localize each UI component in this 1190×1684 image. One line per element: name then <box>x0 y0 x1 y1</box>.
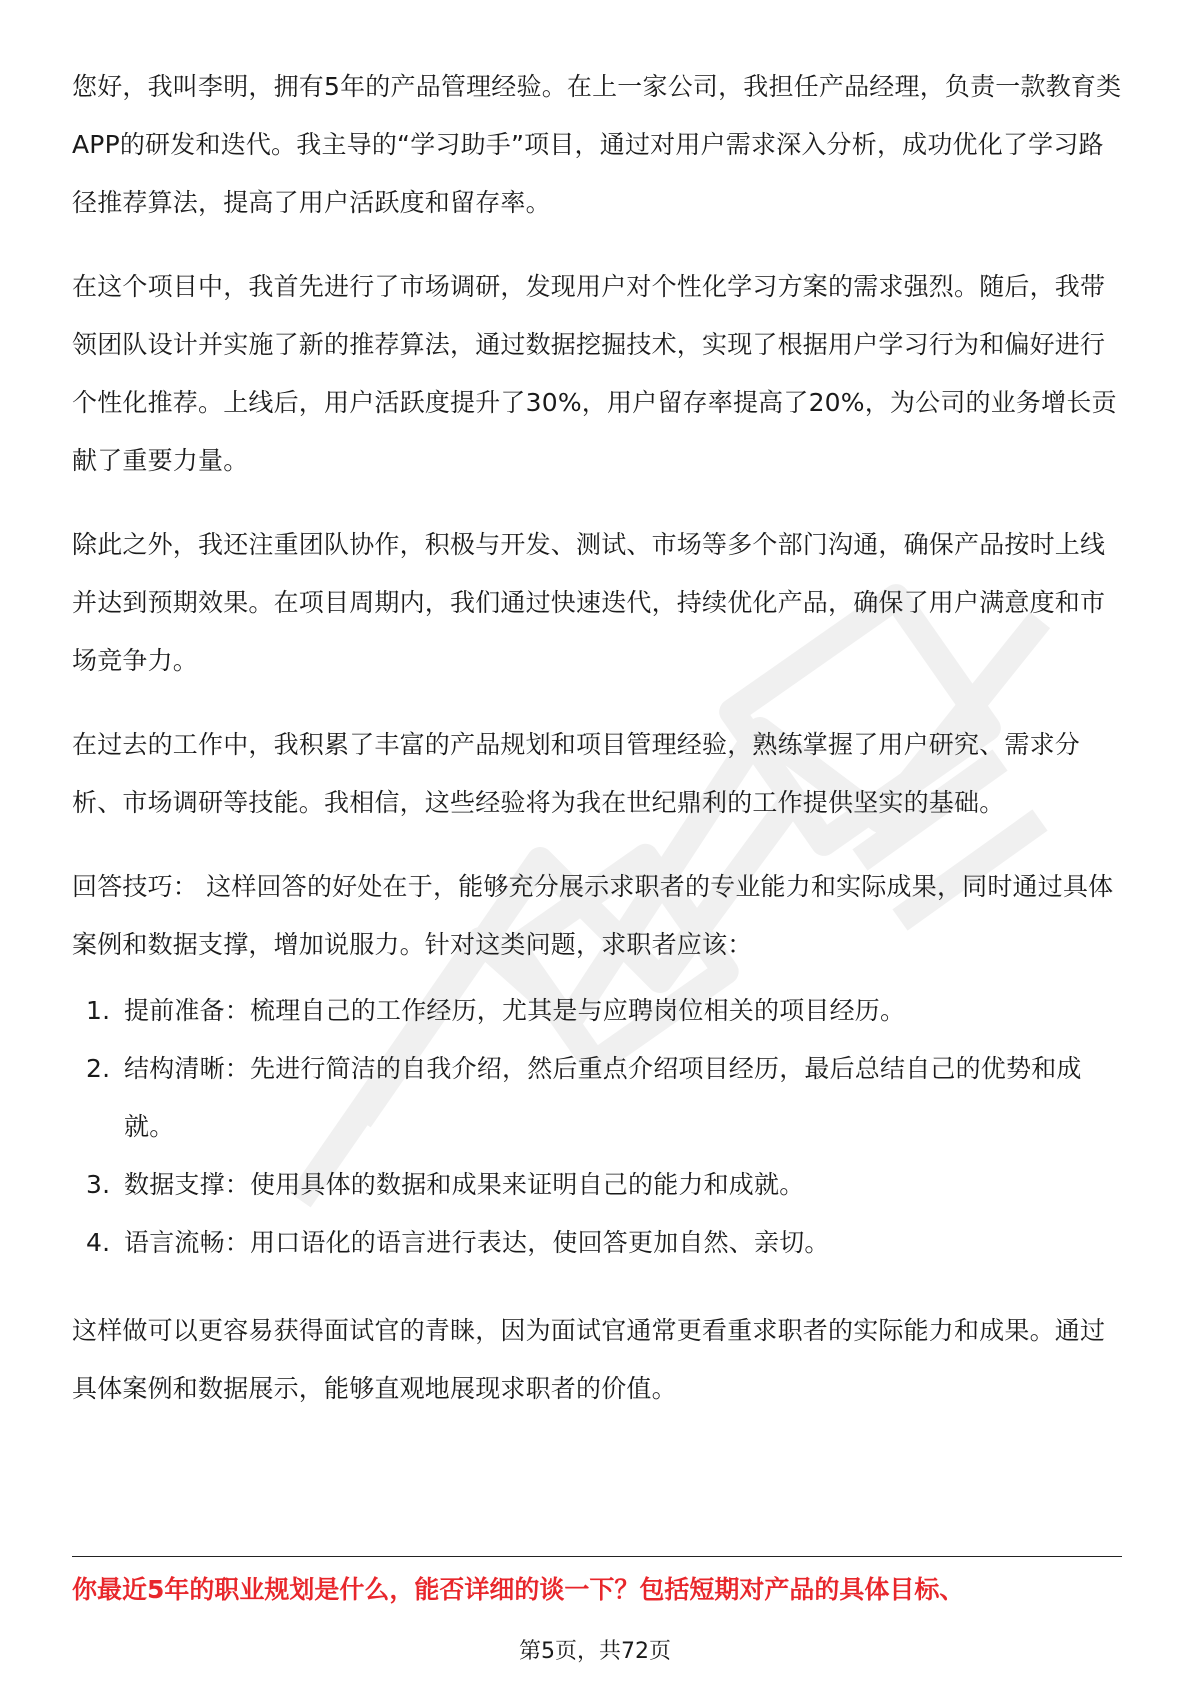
tips-list <box>72 982 1122 1272</box>
list-item <box>72 1040 1122 1156</box>
list-item <box>72 1156 1122 1214</box>
list-item-number: 2. <box>86 1054 111 1083</box>
tips-intro: 回答技巧： 这样回答的好处在于，能够充分展示求职者的专业能力和实际成果，同时通过具体案例和数据支撑，增加说服力。针对这类问题，求职者应该： <box>72 872 1114 959</box>
page-number: 第5页，共72页 <box>519 1639 671 1664</box>
list-item <box>72 1214 1122 1272</box>
section-divider <box>72 1556 1122 1557</box>
answer-paragraph-4: 在过去的工作中，我积累了丰富的产品规划和项目管理经验，熟练掌握了用户研究、需求分析、市场调研等技能。我相信，这些经验将为我在世纪鼎利的工作提供坚实的基础。 <box>72 730 1081 817</box>
answer-paragraph-2: 在这个项目中，我首先进行了市场调研，发现用户对个性化学习方案的需求强烈。随后，我带领团队设计并实施了新的推荐算法，通过数据挖掘技术，实现了根据用户学习行为和偏好进行个性化推荐。上线后，用户活跃度提升了30%，用户留存率提高了20%，为公司的业务增长贡献了重要力量。 <box>72 272 1117 475</box>
tips-closing: 这样做可以更容易获得面试官的青睐，因为面试官通常更看重求职者的实际能力和成果。通过具体案例和数据展示，能够直观地展现求职者的价值。 <box>72 1316 1106 1403</box>
list-item-text: 语言流畅：用口语化的语言进行表达，使回答更加自然、亲切。 <box>124 1228 830 1257</box>
list-item <box>72 982 1122 1040</box>
list-item-number: 4. <box>86 1228 111 1257</box>
list-item-text: 提前准备：梳理自己的工作经历，尤其是与应聘岗位相关的项目经历。 <box>124 996 906 1025</box>
list-item-text: 结构清晰：先进行简洁的自我介绍，然后重点介绍项目经历，最后总结自己的优势和成就。 <box>124 1054 1082 1141</box>
answer-paragraph-1: 您好，我叫李明，拥有5年的产品管理经验。在上一家公司，我担任产品经理，负责一款教育类APP的研发和迭代。我主导的“学习助手”项目，通过对用户需求深入分析，成功优化了学习路径推荐算法，提高了用户活跃度和留存率。 <box>72 72 1122 217</box>
next-question-heading: 你最近5年的职业规划是什么，能否详细的谈一下？包括短期对产品的具体目标、 <box>72 1575 965 1604</box>
list-item-number: 1. <box>86 996 111 1025</box>
main-content <box>72 58 1122 1444</box>
list-item-number: 3. <box>86 1170 111 1199</box>
list-item-text: 数据支撑：使用具体的数据和成果来证明自己的能力和成就。 <box>124 1170 805 1199</box>
answer-paragraph-3: 除此之外，我还注重团队协作，积极与开发、测试、市场等多个部门沟通，确保产品按时上线并达到预期效果。在项目周期内，我们通过快速迭代，持续优化产品，确保了用户满意度和市场竞争力。 <box>72 530 1106 675</box>
